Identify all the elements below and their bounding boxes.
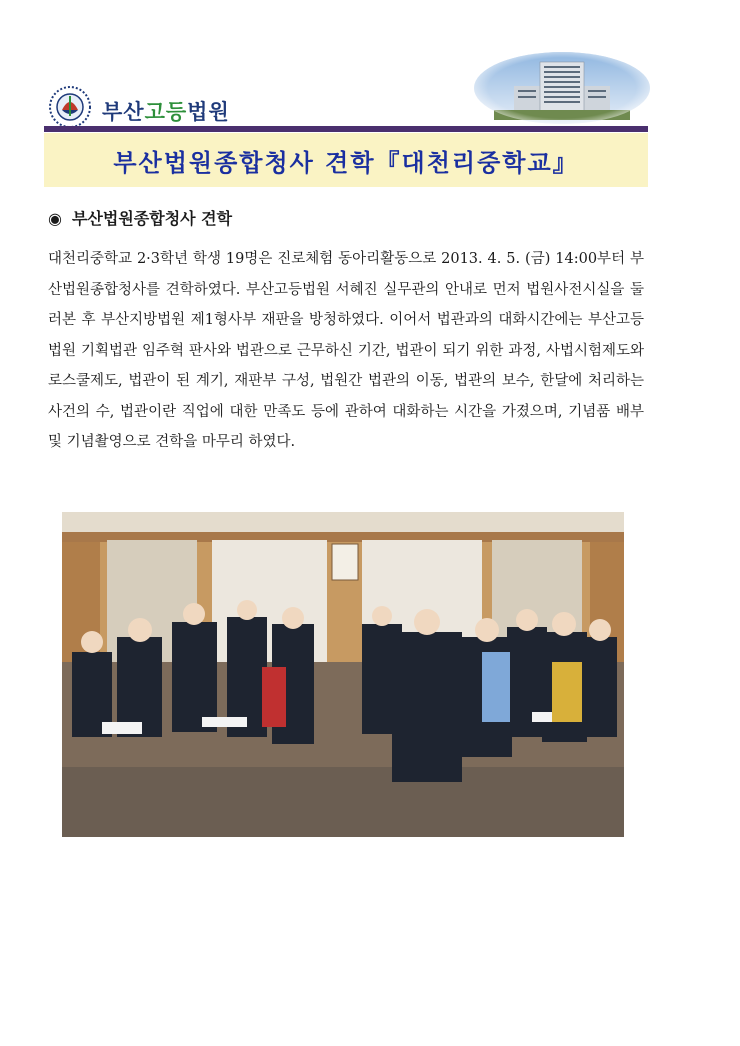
header-divider — [44, 126, 648, 132]
court-building-photo — [474, 52, 650, 124]
title-banner — [44, 133, 648, 187]
page-title: 부산법원종합청사 견학『대천리중학교』 — [113, 148, 579, 177]
court-name-part: 부산 — [102, 100, 145, 124]
page-header — [44, 52, 648, 132]
section-heading-text: 부산법원종합청사 견학 — [71, 209, 233, 228]
section-heading — [48, 206, 232, 229]
court-name — [102, 96, 230, 126]
court-name-part: 법원 — [187, 100, 230, 124]
bullet-icon: ◉ — [48, 209, 62, 228]
body-paragraph: 대천리중학교 2·3학년 학생 19명은 진로체험 동아리활동으로 2013. 4. 5. (금) 14:00부터 부산법원종합청사를 견학하였다. 부산고등법원 서혜진 실무관의 안내로 먼저 법원사전시실을 둘러본 후 부산지방법원 제1형사부 재판을 방청하였다. 이어서 법관과의 대화시간에는 부산고등법원 기획법관 임주혁 판사와 법관으로 근무하신 기간, 법관이 되기 위한 과정, 사법시험제도와 로스쿨제도, 법관이 된 계기, 재판부 구성, 법원간 법관의 이동, 법관의 보수, 한달에 처리하는 사건의 수, 법관이란 직업에 대한 만족도 등에 관하여 대화하는 시간을 가졌으며, 기념품 배부 및 기념촬영으로 견학을 마무리 하였다. — [48, 251, 644, 450]
court-name-accent: 고등 — [144, 100, 188, 124]
court-emblem-icon — [44, 82, 100, 132]
group-photo — [62, 512, 624, 837]
